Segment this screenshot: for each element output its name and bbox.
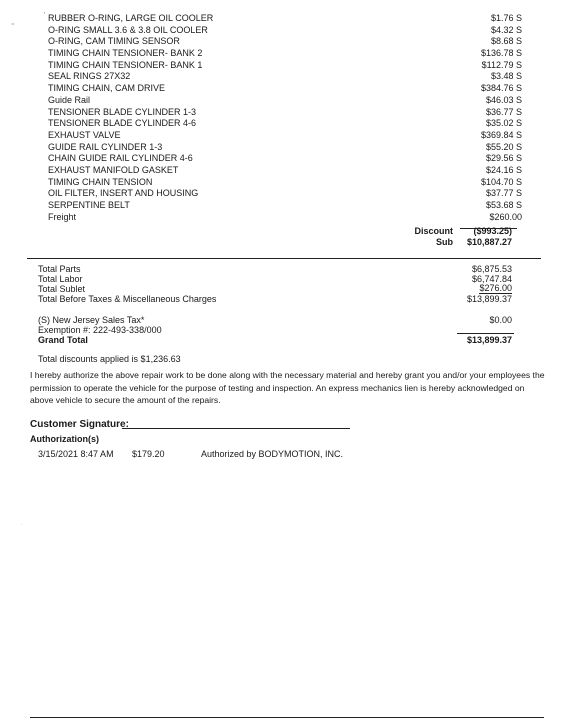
sub-value: $10,887.27 [466, 237, 512, 247]
part-price: $36.77 S [485, 106, 522, 117]
total-parts-value: $6,875.53 [471, 264, 512, 274]
part-price: $260.00 [489, 211, 522, 222]
part-name: Guide Rail [48, 94, 91, 105]
part-name: TIMING CHAIN TENSION [48, 176, 153, 187]
part-price: $35.02 S [485, 118, 522, 129]
part-row [48, 153, 522, 165]
total-sublet-label: Total Sublet [38, 284, 86, 294]
total-before-taxes-value: $13,899.37 [466, 294, 512, 304]
part-row [48, 83, 522, 95]
part-name: SEAL RINGS 27X32 [48, 71, 131, 82]
parts-list [48, 13, 522, 223]
sub-label: Sub [436, 237, 453, 247]
total-labor-label: Total Labor [38, 274, 83, 284]
part-row [48, 200, 522, 212]
part-row [48, 36, 522, 48]
grand-total-rule [457, 333, 514, 334]
total-before-taxes-row [38, 294, 512, 304]
part-name: TENSIONER BLADE CYLINDER 4-6 [48, 118, 197, 129]
authorization-amount: $179.20 [132, 449, 165, 459]
discounts-note-text: Total discounts applied is $1,236.63 [38, 354, 181, 364]
part-price: $136.78 S [480, 48, 522, 59]
tax-label: (S) New Jersey Sales Tax* [38, 315, 145, 325]
total-parts-row [38, 264, 512, 274]
part-price: $53.68 S [485, 200, 522, 210]
part-name: GUIDE RAIL CYLINDER 1-3 [48, 141, 163, 152]
part-row [48, 177, 522, 189]
tax-row [38, 315, 512, 325]
part-name: O-RING, CAM TIMING SENSOR [48, 36, 180, 47]
part-row [48, 13, 522, 25]
part-price: $29.56 S [485, 153, 522, 164]
part-price: $104.70 S [480, 176, 522, 187]
grand-total-label: Grand Total [38, 335, 88, 345]
part-name: EXHAUST MANIFOLD GASKET [48, 164, 179, 175]
part-price: $4.32 S [490, 24, 522, 35]
part-name: OIL FILTER, INSERT AND HOUSING [48, 188, 199, 199]
exemption-number: Exemption #: 222-493-338/000 [38, 325, 162, 335]
part-name: Freight [48, 211, 77, 222]
tax-block [38, 315, 512, 335]
part-row [48, 71, 522, 83]
part-price: $37.77 S [485, 188, 522, 199]
part-price: $55.20 S [485, 141, 522, 152]
part-price: $369.84 S [480, 129, 522, 140]
totals-block [38, 264, 512, 304]
scan-mark: = [11, 22, 15, 28]
part-row [48, 60, 522, 72]
part-row [48, 118, 522, 130]
part-row [48, 212, 522, 224]
total-before-taxes-label: Total Before Taxes & Miscellaneous Charges [38, 294, 217, 304]
authorizations-heading: Authorization(s) [30, 434, 99, 444]
part-price: $1.76 S [490, 13, 522, 23]
authorization-by: Authorized by BODYMOTION, INC. [201, 449, 344, 459]
part-row [48, 25, 522, 37]
part-row [48, 142, 522, 154]
grand-total-value: $13,899.37 [466, 335, 512, 345]
part-row [48, 165, 522, 177]
authorization-text: I hereby authorize the above repair work to be done along with the necessary material and hereby grant you and/or your employees the permission to operate the vehicle for the purpose of testing and inspection. An express mechanics lien is hereby acknowledged on above vehicle to secure the amount of the repairs. [30, 370, 545, 405]
scan-mark: ' [44, 12, 46, 19]
total-labor-row [38, 274, 512, 284]
total-labor-value: $6,747.84 [471, 274, 512, 284]
part-row [48, 107, 522, 119]
authorization-datetime: 3/15/2021 8:47 AM [38, 449, 114, 459]
part-name: O-RING SMALL 3.6 & 3.8 OIL COOLER [48, 24, 208, 35]
part-name: CHAIN GUIDE RAIL CYLINDER 4-6 [48, 153, 193, 164]
signature-line[interactable] [122, 428, 350, 429]
tax-value: $0.00 [489, 315, 512, 325]
part-name: TIMING CHAIN TENSIONER- BANK 2 [48, 48, 203, 59]
part-row [48, 95, 522, 107]
part-name: RUBBER O-RING, LARGE OIL COOLER [48, 13, 214, 23]
signature-label: Customer Signature: [30, 419, 129, 430]
total-sublet-row [38, 284, 512, 294]
discount-label: Discount [414, 226, 453, 236]
scan-mark: . [21, 521, 23, 527]
part-row [48, 130, 522, 142]
section-divider [27, 258, 541, 259]
part-name: TIMING CHAIN TENSIONER- BANK 1 [48, 59, 203, 70]
discount-rule [460, 228, 517, 229]
grand-total-row [38, 335, 512, 345]
part-name: TENSIONER BLADE CYLINDER 1-3 [48, 106, 197, 117]
part-row [48, 188, 522, 200]
part-price: $384.76 S [480, 83, 522, 94]
part-name: EXHAUST VALVE [48, 129, 121, 140]
part-row [48, 48, 522, 60]
part-price: $112.79 S [481, 59, 522, 70]
total-parts-label: Total Parts [38, 264, 81, 274]
discounts-note [38, 354, 512, 364]
exemption-row [38, 325, 512, 335]
part-name: TIMING CHAIN, CAM DRIVE [48, 83, 166, 94]
part-price: $46.03 S [485, 94, 522, 105]
part-price: $24.16 S [485, 164, 522, 175]
part-price: $8.68 S [490, 36, 522, 47]
part-price: $3.48 S [490, 71, 522, 82]
part-name: SERPENTINE BELT [48, 200, 130, 210]
total-sublet-value: $276.00 [479, 283, 512, 293]
footer-rule [30, 717, 544, 718]
discount-value: ($993.25) [473, 226, 512, 236]
